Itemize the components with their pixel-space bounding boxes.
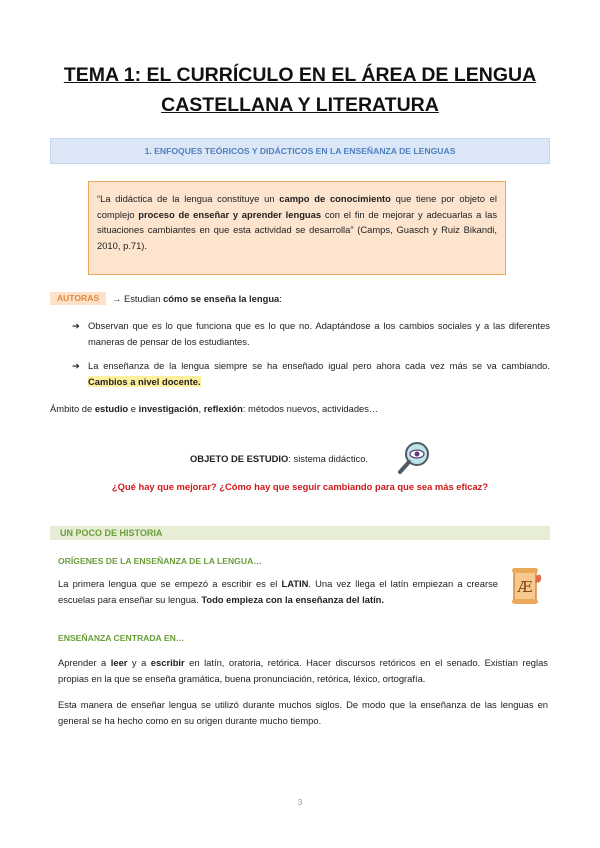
paragraph-ensenanza [58, 655, 548, 686]
autoras-pre: Estudian [121, 293, 164, 304]
objeto-rest: : sistema didáctico. [288, 453, 369, 464]
latin-scroll-icon [508, 566, 544, 606]
paragraph-siglos: Esta manera de enseñar lengua se utilizó durante muchos siglos. De modo que la enseñanza de las lenguas en general se ha hecho como en su origen durante mucho tiempo. [58, 699, 548, 726]
subheading-origenes: ORÍGENES DE LA ENSEÑANZA DE LA LENGUA… [58, 556, 262, 566]
para-bold: LATIN [281, 578, 309, 589]
section-banner-enfoques: 1. ENFOQUES TEÓRICOS Y DIDÁCTICOS EN LA ENSEÑANZA DE LENGUAS [50, 138, 550, 164]
guiding-question: ¿Qué hay que mejorar? ¿Cómo hay que seguir cambiando para que sea más eficaz? [111, 481, 489, 492]
bullet-item [72, 318, 550, 349]
para-text: Aprender a [58, 657, 111, 668]
paragraph-origenes [58, 576, 498, 607]
para-bold: leer [110, 657, 128, 668]
definition-quote-box [88, 181, 506, 275]
para-text: y a [127, 657, 151, 668]
title-line-2: CASTELLANA Y LITERATURA [161, 94, 439, 116]
quote-text: que tiene por objeto el complejo [97, 193, 497, 220]
right-arrow-icon: → [112, 293, 122, 304]
quote-text: “La didáctica de la lengua constituye un [97, 193, 280, 204]
ambito-bold: reflexión [203, 403, 243, 414]
bullet-text: La enseñanza de la lengua siempre se ha enseñado igual pero ahora cada vez más se va cambiando. [88, 360, 550, 371]
ambito-text: e [128, 403, 139, 414]
quote-bold: campo de conocimiento [279, 193, 391, 204]
para-bold: escribir [150, 657, 185, 668]
ambito-line [50, 402, 378, 415]
highlight-cambios: Cambios a nivel docente. [88, 375, 201, 387]
bullet-item [72, 358, 550, 389]
ambito-bold: investigación [138, 403, 199, 414]
objeto-bold: OBJETO DE ESTUDIO [190, 453, 289, 464]
para-bold: Todo empieza con la enseñanza del latín. [201, 593, 385, 605]
ambito-bold: estudio [94, 403, 129, 414]
subheading-ensenanza-centrada: ENSEÑANZA CENTRADA EN… [58, 633, 185, 643]
quote-text: con el fin de mejorar y adecuarlas a las situaciones cambiantes en que esta actividad se desarrolla” (Camps, Guasch y Ruiz Bikandi, 2010, p.71). [97, 208, 498, 251]
magnifier-eye-icon [396, 440, 432, 476]
autoras-post: : [279, 293, 282, 304]
autoras-bold: cómo se enseña la lengua [163, 293, 280, 304]
title-line-1: TEMA 1: EL CURRÍCULO EN EL ÁREA DE LENGUA [63, 64, 537, 86]
para-text: . Una vez llega el latín empiezan a crearse escuelas para enseñar su lengua. [58, 578, 498, 605]
autoras-tag: AUTORAS [50, 292, 106, 305]
ambito-text: : métodos nuevos, actividades… [242, 403, 379, 414]
ambito-text: , [198, 403, 204, 414]
bullet-arrow-icon: ➔ [72, 360, 80, 371]
para-text: en latín, oratoria, retórica. Hacer discursos retóricos en el senado. Existían reglas propias en la que se enseña gramática, buena pronunciación, retórica, léxico, ortografía. [58, 657, 548, 684]
scroll-glyph: Æ [517, 578, 533, 596]
ambito-text: Ámbito de [50, 403, 95, 414]
autoras-text [112, 292, 282, 305]
para-text: La primera lengua que se empezó a escribir es el [58, 578, 282, 589]
bullet-text: Observan que es lo que funciona que es lo que no. Adaptándose a los cambios sociales y a las diferentes maneras de pensar de los estudiantes. [88, 320, 550, 347]
page-number: 3 [297, 798, 303, 807]
section-banner-historia: UN POCO DE HISTORIA [50, 526, 550, 540]
objeto-de-estudio [190, 452, 368, 465]
quote-bold: proceso de enseñar y aprender lenguas [138, 208, 322, 220]
page-title [60, 60, 540, 120]
bullet-arrow-icon: ➔ [72, 320, 80, 331]
